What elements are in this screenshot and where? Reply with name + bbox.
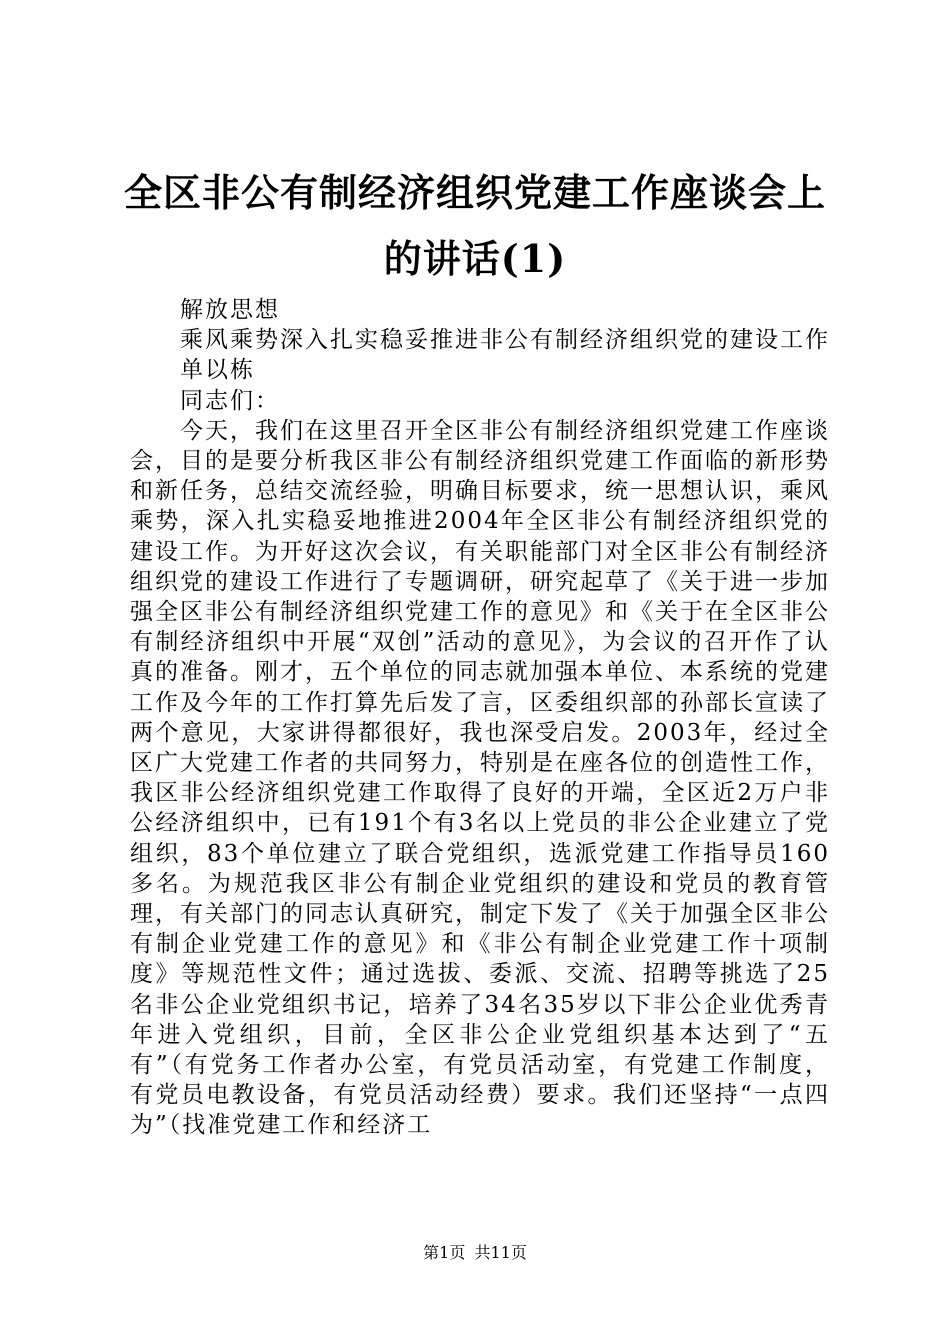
page-total: 共11页 <box>474 1243 527 1262</box>
page-footer <box>0 1243 950 1263</box>
body-paragraph: 单以栋 <box>180 357 255 384</box>
body-paragraph: 乘风乘势深入扎实稳妥推进非公有制经济组织党的建设工作 <box>180 327 830 354</box>
body-paragraph: 今天，我们在这里召开全区非公有制经济组织党建工作座谈会，目的是要分析我区非公有制经济组织党建工作面临的新形势和新任务，总结交流经验，明确目标要求，统一思想认识，乘风乘势，深入扎实稳妥地推进2004年全区非公有制经济组织党的建设工作。为开好这次会议，有关职能部门对全区非公有制经济组织党的建设工作进行了专题调研，研究起草了《关于进一步加强全区非公有制经济组织党建工作的意见》和《关于在全区非公有制经济组织中开展“双创”活动的意见》，为会议的召开作了认真的准备。刚才，五个单位的同志就加强本单位、本系统的党建工作及今年的工作打算先后发了言，区委组织部的孙部长宣读了两个意见，大家讲得都很好，我也深受启发。2003年，经过全区广大党建工作者的共同努力，特别是在座各位的创造性工作，我区非公经济组织党建工作取得了良好的开端，全区近2万户非公经济组织中，已有191个有3名以上党员的非公企业建立了党组织，83个单位建立了联合党组织，选派党建工作指导员160多名。为规范我区非公有制企业党组织的建设和党员的教育管理，有关部门的同志认真研究，制定下发了《关于加强全区非公有制企业党建工作的意见》和《非公有制企业党建工作十项制度》等规范性文件；通过选拔、委派、交流、招聘等挑选了25名非公企业党组织书记，培养了34名35岁以下非公企业优秀青年进入党组织，目前，全区非公企业党组织基本达到了“五有”（有党务工作者办公室，有党员活动室，有党建工作制度，有党员电教设备，有党员活动经费）要求。我们还坚持“一点四为”（找准党建工作和经济工 <box>130 417 830 1139</box>
document-title: 全区非公有制经济组织党建工作座谈会上的讲话(1) <box>123 170 826 281</box>
document-body <box>130 295 830 1141</box>
body-paragraph: 解放思想 <box>180 297 280 323</box>
body-paragraph: 同志们： <box>180 387 280 414</box>
page-number: 第1页 <box>423 1243 466 1262</box>
